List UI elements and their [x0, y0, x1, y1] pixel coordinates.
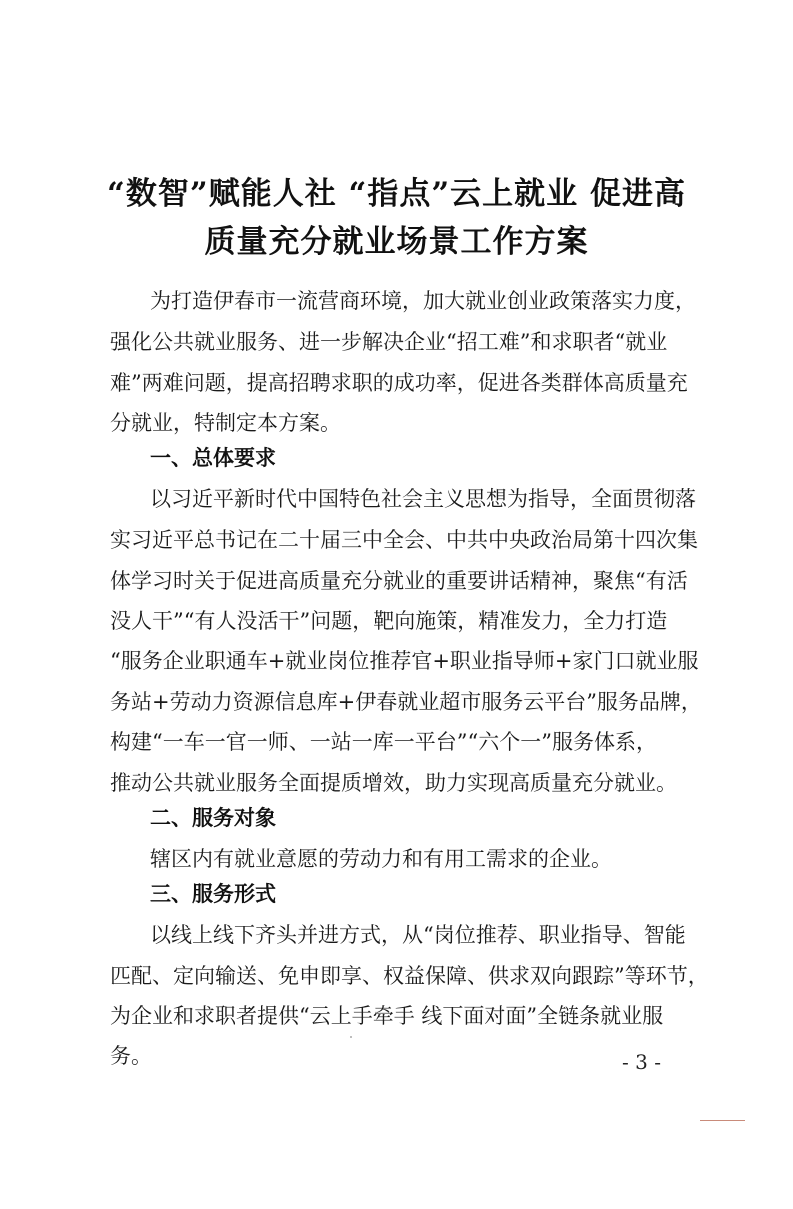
intro-line: 强化公共就业服务、进一步解决企业“招工难”和求职者“就业	[110, 330, 668, 354]
section1-line: 务站+劳动力资源信息库+伊春就业超市服务云平台”服务品牌，	[110, 690, 702, 714]
section1-line: 实习近平总书记在二十届三中全会、中共中央政治局第十四次集	[110, 528, 698, 552]
section-heading-general-requirements: 一、总体要求	[150, 446, 276, 470]
scan-mark	[700, 1120, 745, 1121]
intro-line: 难”两难问题，提高招聘求职的成功率，促进各类群体高质量充	[110, 371, 688, 395]
section1-line: 以习近平新时代中国特色社会主义思想为指导，全面贯彻落	[150, 487, 696, 511]
document-title-line-1: “数智”赋能人社 “指点”云上就业 促进高	[107, 176, 686, 212]
page-number: - 3 -	[622, 1050, 661, 1074]
section3-line: 为企业和求职者提供“云上手牵手 线下面对面”全链条就业服	[110, 1004, 664, 1028]
scan-speck	[350, 1036, 352, 1038]
section-heading-service-forms: 三、服务形式	[150, 882, 276, 906]
section3-line: 务。	[110, 1044, 152, 1068]
section3-line: 以线上线下齐头并进方式，从“岗位推荐、职业指导、智能	[150, 923, 686, 947]
section3-line: 匹配、定向输送、免申即享、权益保障、供求双向跟踪”等环节，	[110, 964, 709, 988]
section1-line: 没人干”“有人没活干”问题，靶向施策，精准发力，全力打造	[110, 609, 668, 633]
intro-line: 分就业，特制定本方案。	[110, 411, 341, 435]
section1-line: “服务企业职通车+就业岗位推荐官+职业指导师+家门口就业服	[110, 649, 699, 673]
section1-line: 构建“一车一官一师、一站一库一平台”“六个一”服务体系，	[110, 730, 657, 754]
section-heading-service-targets: 二、服务对象	[150, 806, 276, 830]
intro-line: 为打造伊春市一流营商环境，加大就业创业政策落实力度，	[150, 289, 696, 313]
section2-line: 辖区内有就业意愿的劳动力和有用工需求的企业。	[150, 847, 612, 871]
section1-line: 推动公共就业服务全面提质增效，助力实现高质量充分就业。	[110, 771, 677, 795]
section1-line: 体学习时关于促进高质量充分就业的重要讲话精神，聚焦“有活	[110, 569, 688, 593]
document-title-line-2: 质量充分就业场景工作方案	[204, 224, 589, 260]
